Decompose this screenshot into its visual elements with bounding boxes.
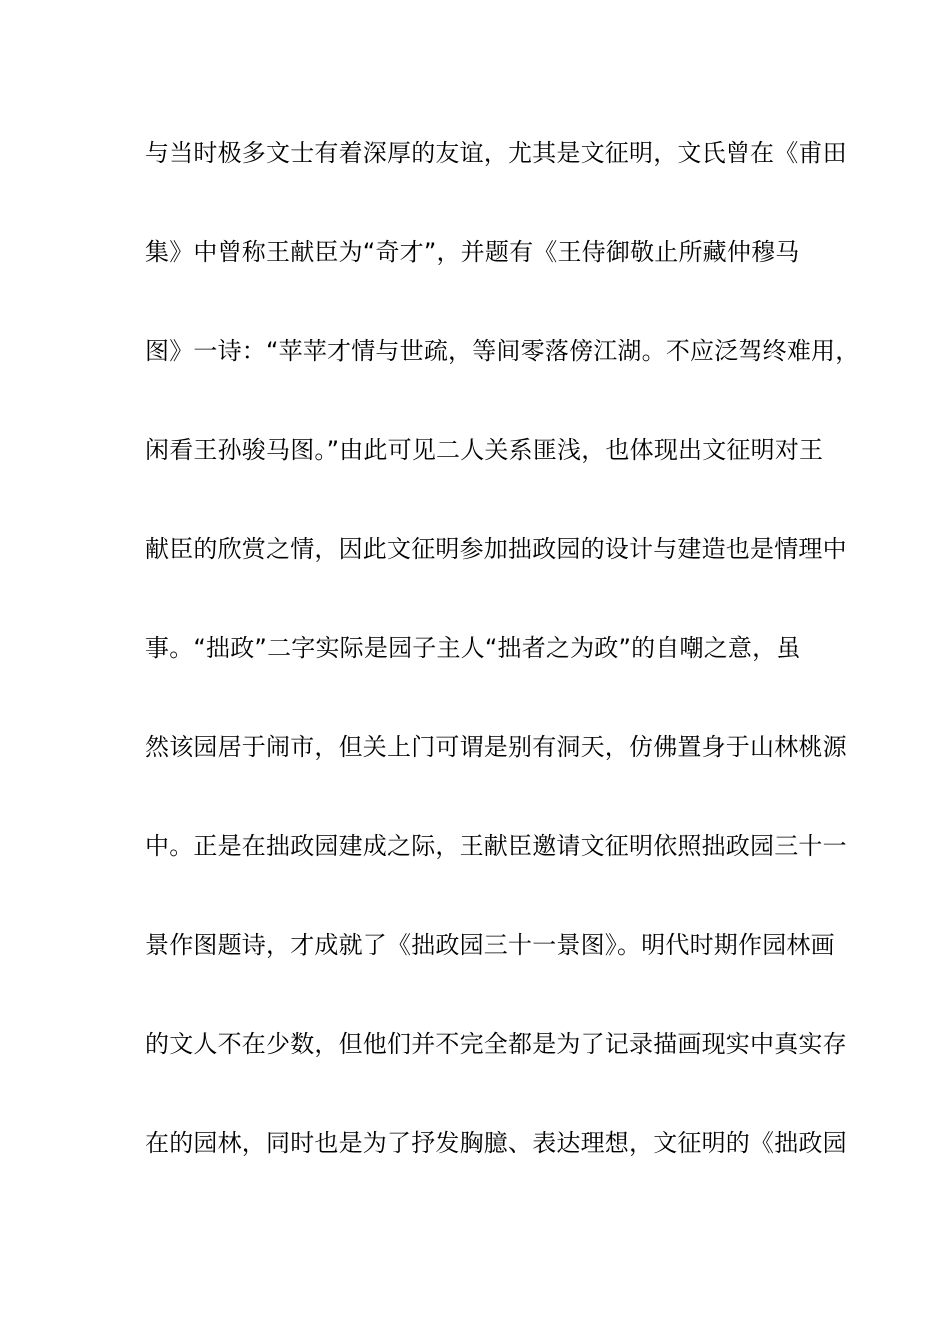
text-line-10: 的文人不在少数，但他们并不完全都是为了记录描画现实中真实存 (145, 1030, 847, 1058)
text-line-3: 图》一诗：“苹苹才情与世疏，等间零落傍江湖。不应泛驾终难用， (145, 337, 860, 365)
text-line-5: 献臣的欣赏之情，因此文征明参加拙政园的设计与建造也是情理中 (145, 535, 847, 563)
text-line-9: 景作图题诗，才成就了《拙政园三十一景图》。明代时期作园林画 (145, 931, 835, 959)
text-line-8: 中。正是在拙政园建成之际，王献臣邀请文征明依照拙政园三十一 (145, 832, 847, 860)
text-line-6: 事。“拙政”二字实际是园子主人“拙者之为政”的自嘲之意，虽 (145, 634, 801, 662)
text-line-7: 然该园居于闹市，但关上门可谓是别有洞天，仿佛置身于山林桃源 (145, 733, 847, 761)
text-line-4: 闲看王孙骏马图。”由此可见二人关系匪浅，也体现出文征明对王 (145, 436, 824, 464)
body-text (145, 126, 860, 1215)
text-line-1: 与当时极多文士有着深厚的友谊，尤其是文征明，文氏曾在《甫田 (145, 139, 847, 167)
text-line-11: 在的园林，同时也是为了抒发胸臆、表达理想，文征明的《拙政园 (145, 1129, 847, 1157)
text-line-2: 集》中曾称王献臣为“奇才”，并题有《王侍御敬止所藏仲穆马 (145, 238, 800, 266)
